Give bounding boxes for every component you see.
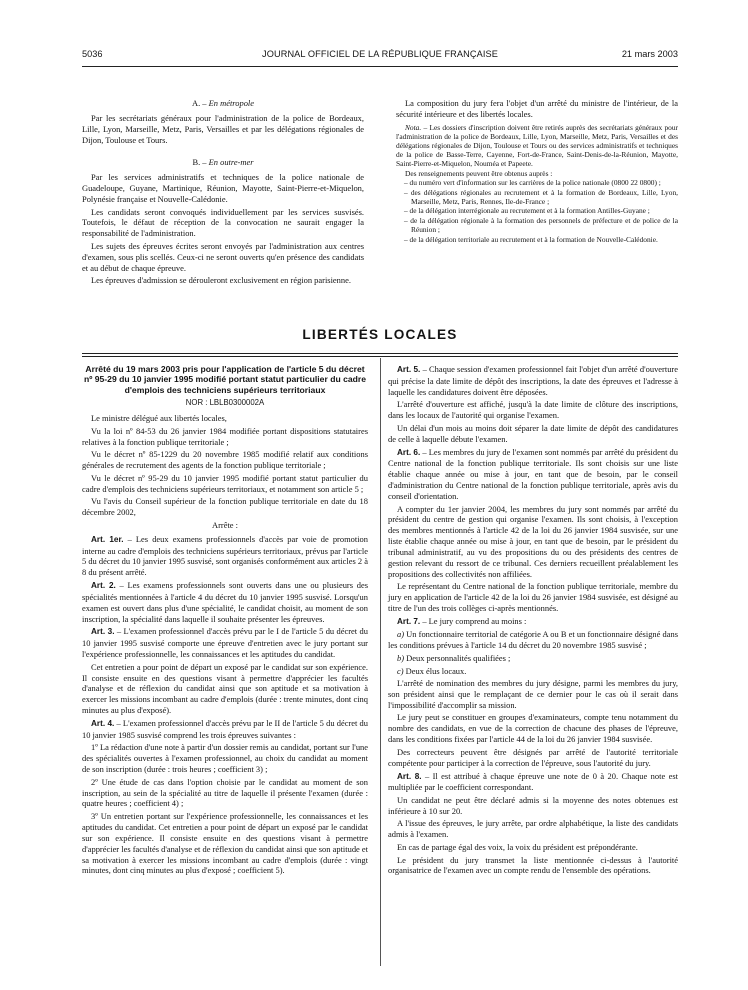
section-a-heading: [82, 98, 364, 109]
info-list-item: – de la délégation régionale à la formation des personnels de préfecture et de police de la Réunion ;: [404, 216, 678, 235]
paragraph: Le jury peut se constituer en groupes d'examinateurs, compte tenu notamment du nombre des candidats, en vue de la correction de chacune des phases de l'épreuve, dans les conditions fixées par l'article 44 de la loi du 26 janvier 1984 susvisée.: [388, 712, 678, 745]
decree-left-column: [82, 364, 368, 878]
article-text: – Les deux examens professionnels d'accès par voie de promotion interne au cadre d'emplois des techniciens supérieurs territoriaux, prévus par l'article 5 du décret du 10 janvier 1995 susvisé, sont organisés conformément aux articles 2 à 8 du présent arrêté.: [82, 533, 368, 578]
info-list-item: – du numéro vert d'information sur les carrières de la police nationale (0800 22 0800) ;: [404, 178, 661, 188]
list-item: 2º Une étude de cas dans l'option choisie par le candidat au moment de son inscription, au sein de la spécialité au titre de laquelle il présente l'examen (durée : quatre heures ; coefficient 4) ;: [82, 776, 368, 809]
paragraph: Vu l'avis du Conseil supérieur de la fonction publique territoriale en date du 18 décembre 2002,: [82, 496, 368, 517]
section-a-number: A. –: [191, 98, 209, 108]
paragraph: Les épreuves d'admission se dérouleront exclusivement en région parisienne.: [91, 275, 351, 286]
article-1: [82, 534, 368, 578]
section-a-title: En métropole: [208, 98, 255, 108]
article-text: – Le jury comprend au moins :: [420, 615, 527, 626]
article-text: – Les examens professionnels sont ouverts dans une ou plusieurs des spécialités mentionnées à l'article 4 du décret du 10 janvier 1995 susvisé. Lorsqu'un examen est ouvert dans plus d'une spécialité, le candidat choisit, au moment de son inscription, la spécialité dans laquelle il souhaite présenter les épreuves.: [82, 580, 368, 624]
article-label: Art. 8.: [397, 771, 422, 781]
article-5: [388, 364, 678, 398]
article-label: Art. 2.: [91, 581, 116, 591]
section-rule: [82, 353, 678, 354]
article-2: [82, 580, 368, 624]
list-item: [388, 666, 678, 677]
article-4: [82, 718, 368, 741]
section-b-heading: [82, 157, 364, 168]
paragraph: L'arrêté d'ouverture est affiché, jusqu'à la date limite de clôture des inscriptions, dans les locaux de l'autorité qui organise l'examen.: [388, 399, 678, 421]
section-heading: LIBERTÉS LOCALES: [302, 327, 458, 342]
nota-text: – Les dossiers d'inscription doivent être retirés auprès des secrétariats généraux pour l'administration de la police de Bordeaux, Lille, Lyon, Marseille, Metz, Paris, Versailles et des délégations régionales de Dijon, Toulouse et Tours ou des services administratifs et techniques de la police de Basse-Terre, Cayenne, Fort-de-France, Saint-Denis-de-la-Réunion, Mayotte, Saint-Pierre-et-Miquelon, Nouméa et Papeete.: [396, 122, 678, 168]
paragraph: Par les secrétariats généraux pour l'administration de la police de Bordeaux, Lille, Lyon, Marseille, Metz, Paris, Versailles et par les délégations régionales de Dijon, Toulouse et Tours.: [82, 112, 364, 145]
publication-date: 21 mars 2003: [621, 49, 678, 59]
list-item: [388, 653, 678, 664]
article-label: Art. 7.: [397, 616, 421, 626]
nor-reference: NOR : LBLB0300002A: [185, 398, 265, 408]
paragraph: Le représentant du Centre national de la fonction publique territoriale, membre du jury en application de l'article 42 de la loi du 26 janvier 1984 susvisée, est désigné au titre de l'un des trois collèges ci-après mentionnés.: [388, 581, 678, 613]
section-rule-thin: [82, 356, 678, 357]
nota-label: Nota.: [405, 122, 422, 132]
paragraph: La composition du jury fera l'objet d'un arrêté du ministre de l'intérieur, de la sécurité intérieure et des libertés locales.: [396, 98, 678, 119]
paragraph: Des correcteurs peuvent être désignés par arrêté de l'autorité territoriale compétente pour participer à la correction de l'épreuve, sous l'autorité du jury.: [388, 746, 678, 768]
article-label: Art. 6.: [397, 447, 421, 457]
paragraph: Les sujets des épreuves écrites seront envoyés par l'administration aux centres d'examen, sous plis scellés. Ceux-ci ne seront ouverts qu'en présence des candidats et au début de chaque épreuve.: [82, 240, 364, 273]
info-list-item: – de la délégation territoriale au recrutement et à la formation de Nouvelle-Calédonie.: [404, 234, 658, 244]
paragraph: A compter du 1er janvier 2004, les membres du jury sont nommés par arrêté du président du centre de gestion qui organise l'examen. Ils sont choisis, à l'exception des membres mentionnés à l'article 42 de la loi du 26 janvier 1984 susvisée, sur une liste établie chaque année ou mise à jour, en tant que de besoin, par le président du tribunal administratif, au vu des propositions du ou des présidents des centres de gestion relevant du ressort de ce tribunal. Ces derniers recueillent préalablement les propositions des collectivités non affiliées.: [388, 503, 678, 579]
info-intro: Des renseignements peuvent être obtenus auprès :: [405, 168, 553, 178]
article-text: – Chaque session d'examen professionnel fait l'objet d'un arrêté d'ouverture qui précise la date limite de dépôt des inscriptions, la date des épreuves et l'adresse à laquelle les candidatures doivent être déposées.: [388, 364, 678, 397]
list-text: Deux élus locaux.: [403, 665, 467, 676]
paragraph: Un délai d'un mois au moins doit séparer la date limite de dépôt des candidatures de celle à laquelle débute l'examen.: [388, 422, 678, 444]
article-text: – L'examen professionnel d'accès prévu par le II de l'article 5 du décret du 10 janvier 1985 susvisé comprend les trois épreuves suivantes :: [82, 717, 368, 740]
article-label: Art. 4.: [91, 718, 115, 728]
paragraph: En cas de partage égal des voix, la voix du président est prépondérante.: [397, 841, 638, 852]
article-7: [388, 616, 678, 628]
paragraph: Le ministre délégué aux libertés locales,: [91, 413, 227, 424]
paragraph: Les candidats seront convoqués individuellement par les services susvisés. Toutefois, le défaut de réception de la convocation ne saurait engager la responsabilité de l'administration.: [82, 206, 364, 239]
paragraph: Vu la loi nº 84-53 du 26 janvier 1984 modifiée portant dispositions statutaires relatives à la fonction publique territoriale ;: [82, 425, 368, 447]
list-marker: b): [397, 652, 405, 663]
section-b-number: B. –: [192, 157, 209, 168]
paragraph: L'arrêté de nomination des membres du jury désigne, parmi les membres du jury, son président ainsi que le remplaçant de ce dernier pour le cas où il serait dans l'impossibilité d'accomplir sa mission.: [388, 678, 678, 710]
nota-paragraph: [396, 123, 678, 168]
list-item: 3º Un entretien portant sur l'expérience professionnelle, les connaissances et les aptitudes du candidat. Cet entretien a pour point de départ un exposé par le candidat sur son expérience. Il consiste ensuite en des questions visant à permettre d'apprécier les facultés d'analyse et de réflexion du candidat ainsi que son aptitude et sa motivation à exercer les missions incombant au cadre d'emplois (durée : vingt minutes, dont cinq minutes au plus d'exposé ; coefficient 5).: [82, 811, 368, 876]
top-left-column: [82, 98, 364, 288]
paragraph: Vu le décret nº 95-29 du 10 janvier 1995 modifié portant statut particulier du cadre d'emplois des techniciens supérieurs territoriaux, et notamment son article 5 ;: [82, 472, 368, 494]
paragraph: Un candidat ne peut être déclaré admis si la moyenne des notes obtenues est inférieure à 10 sur 20.: [388, 794, 678, 816]
decree-title: Arrêté du 19 mars 2003 pris pour l'application de l'article 5 du décret nº 95-29 du 10 janvier 1995 modifié portant statut particulier du cadre d'emplois des techniciens supérieurs territoriaux: [83, 364, 367, 395]
page-header: [82, 49, 678, 65]
article-8: [388, 771, 678, 794]
paragraph: A l'issue des épreuves, le jury arrête, par ordre alphabétique, la liste des candidats admis à l'examen.: [388, 818, 678, 840]
article-label: Art. 3.: [91, 627, 115, 637]
list-item: [388, 629, 678, 651]
list-marker: c): [397, 665, 404, 676]
list-item: 1º La rédaction d'une note à partir d'un dossier remis au candidat, portant sur l'une des spécialités ouvertes à l'examen professionnel, au choix du candidat au moment de son inscription (durée : trois heures ; coefficient 3) ;: [82, 742, 368, 775]
article-text: – Les membres du jury de l'examen sont nommés par arrêté du président du Centre national de la fonction publique territoriale. Ils sont choisis sur une liste établie chaque année ou mise à jour, en tant que de besoin, par le conseil d'administration du Centre national de la fonction publique territoriale, après avis du conseil d'orientation.: [388, 446, 678, 501]
list-text: Deux personnalités qualifiées ;: [404, 652, 511, 663]
article-6: [388, 447, 678, 502]
list-marker: a): [397, 629, 405, 640]
top-right-column: [396, 98, 678, 244]
paragraph: Par les services administratifs et techniques de la police nationale de Guadeloupe, Guyane, Martinique, Réunion, Mayotte, Saint-Pierre-et-Miquelon, Polynésie française et Nouvelle-Calédonie.: [82, 172, 364, 204]
article-label: Art. 1er.: [91, 534, 124, 544]
article-3: [82, 626, 368, 660]
list-text: Un fonctionnaire territorial de catégorie A ou B et un fonctionnaire désigné dans les conditions prévues à l'article 14 du décret du 20 novembre 1985 susvisé ;: [388, 629, 678, 651]
paragraph: Le président du jury transmet la liste mentionnée ci-dessus à l'autorité organisatrice de l'examen avec un compte rendu de l'ensemble des opérations.: [388, 854, 678, 876]
header-rule: [82, 66, 678, 67]
article-text: – Il est attribué à chaque épreuve une note de 0 à 20. Chaque note est multipliée par le coefficient correspondant.: [388, 770, 678, 793]
decree-right-column: [388, 364, 678, 878]
info-list-item: – des délégations régionales au recrutement et à la formation de Bordeaux, Lille, Lyon, Marseille, Metz, Paris, Rennes, Ile-de-France ;: [404, 187, 678, 206]
info-list-item: – de la délégation interrégionale au recrutement et à la formation Antilles-Guyane ;: [404, 206, 650, 216]
column-divider: [380, 358, 381, 966]
section-b-title: En outre-mer: [208, 157, 254, 168]
paragraph: Cet entretien a pour point de départ un exposé par le candidat sur son expérience. Il consiste ensuite en des questions visant à permettre d'apprécier les facultés d'analyse et de réflexion du candidat ainsi que son aptitude et sa motivation à exercer les missions incombant au cadre d'emplois (durée : trente minutes, dont cinq minutes au plus d'exposé).: [82, 661, 368, 716]
article-text: – L'examen professionnel d'accès prévu par le I de l'article 5 du décret du 10 janvier 1995 susvisé comporte une épreuve d'entretien avec le jury portant sur l'expérience professionnelle, les connaissances et les aptitudes du candidat.: [82, 626, 368, 660]
journal-title: JOURNAL OFFICIEL DE LA RÉPUBLIQUE FRANÇAISE: [262, 49, 498, 59]
page-number: 5036: [82, 49, 103, 59]
paragraph: Vu le décret nº 85-1229 du 20 novembre 1985 modifié relatif aux conditions générales de recrutement des agents de la fonction publique territoriale ;: [82, 449, 368, 471]
article-label: Art. 5.: [397, 365, 421, 374]
arrete-line: Arrête :: [211, 519, 238, 530]
